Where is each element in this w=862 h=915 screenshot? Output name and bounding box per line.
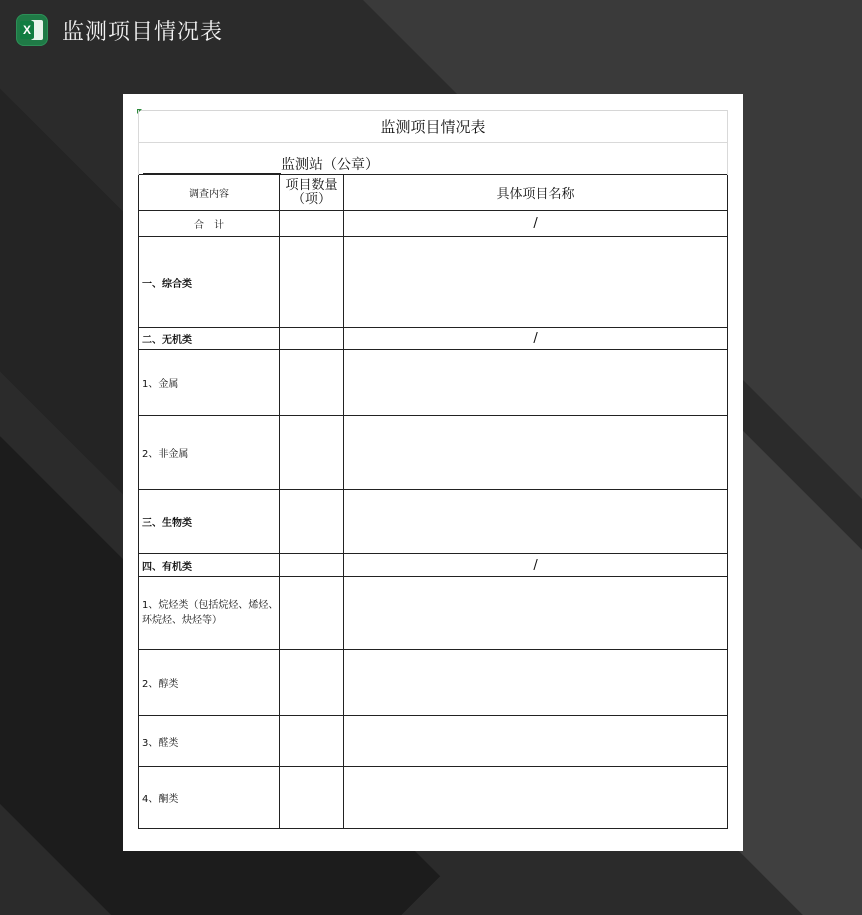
- monitoring-table: [138, 110, 728, 829]
- row-names[interactable]: [344, 237, 728, 328]
- row-qty[interactable]: [280, 767, 344, 829]
- row-label[interactable]: 3、醛类: [139, 716, 280, 767]
- row-names[interactable]: [344, 490, 728, 554]
- sheet-area: [138, 110, 727, 830]
- row-qty[interactable]: [280, 416, 344, 490]
- row-label[interactable]: 2、醇类: [139, 650, 280, 716]
- row-qty[interactable]: [280, 716, 344, 767]
- header-names[interactable]: 具体项目名称: [344, 175, 728, 211]
- header-quantity-line1: 项目数量: [285, 177, 338, 193]
- row-names[interactable]: [344, 767, 728, 829]
- header-quantity[interactable]: [280, 175, 344, 211]
- row-qty[interactable]: [280, 650, 344, 716]
- row-names[interactable]: [344, 350, 728, 416]
- row-names[interactable]: [344, 577, 728, 650]
- row-names[interactable]: /: [344, 328, 728, 350]
- row-label[interactable]: 1、金属: [139, 350, 280, 416]
- row-label[interactable]: 四、有机类: [139, 554, 280, 577]
- station-blank-line: [143, 155, 281, 174]
- spreadsheet-page: [123, 94, 743, 851]
- station-cell[interactable]: [139, 143, 728, 175]
- row-qty[interactable]: [280, 577, 344, 650]
- row-names[interactable]: /: [344, 554, 728, 577]
- title-bar: [16, 10, 223, 50]
- row-names[interactable]: [344, 650, 728, 716]
- excel-icon: X: [16, 14, 48, 46]
- row-qty[interactable]: [280, 328, 344, 350]
- row-label[interactable]: 合 计: [139, 211, 280, 237]
- station-label: 监测站（公章）: [281, 157, 379, 173]
- row-qty[interactable]: [280, 211, 344, 237]
- row-label[interactable]: 三、生物类: [139, 490, 280, 554]
- row-label[interactable]: 4、酮类: [139, 767, 280, 829]
- row-label[interactable]: 1、烷烃类（包括烷烃、烯烃、环烷烃、炔烃等）: [139, 577, 280, 650]
- row-qty[interactable]: [280, 350, 344, 416]
- row-qty[interactable]: [280, 237, 344, 328]
- row-label[interactable]: 二、无机类: [139, 328, 280, 350]
- row-names[interactable]: [344, 716, 728, 767]
- row-label[interactable]: 一、综合类: [139, 237, 280, 328]
- row-qty[interactable]: [280, 554, 344, 577]
- sheet-title[interactable]: 监测项目情况表: [139, 110, 728, 143]
- header-quantity-line2: （项）: [291, 191, 331, 207]
- row-label[interactable]: 2、非金属: [139, 416, 280, 490]
- header-content[interactable]: 调查内容: [139, 175, 280, 211]
- row-qty[interactable]: [280, 490, 344, 554]
- row-names[interactable]: /: [344, 211, 728, 237]
- app-title: 监测项目情况表: [62, 19, 224, 45]
- row-names[interactable]: [344, 416, 728, 490]
